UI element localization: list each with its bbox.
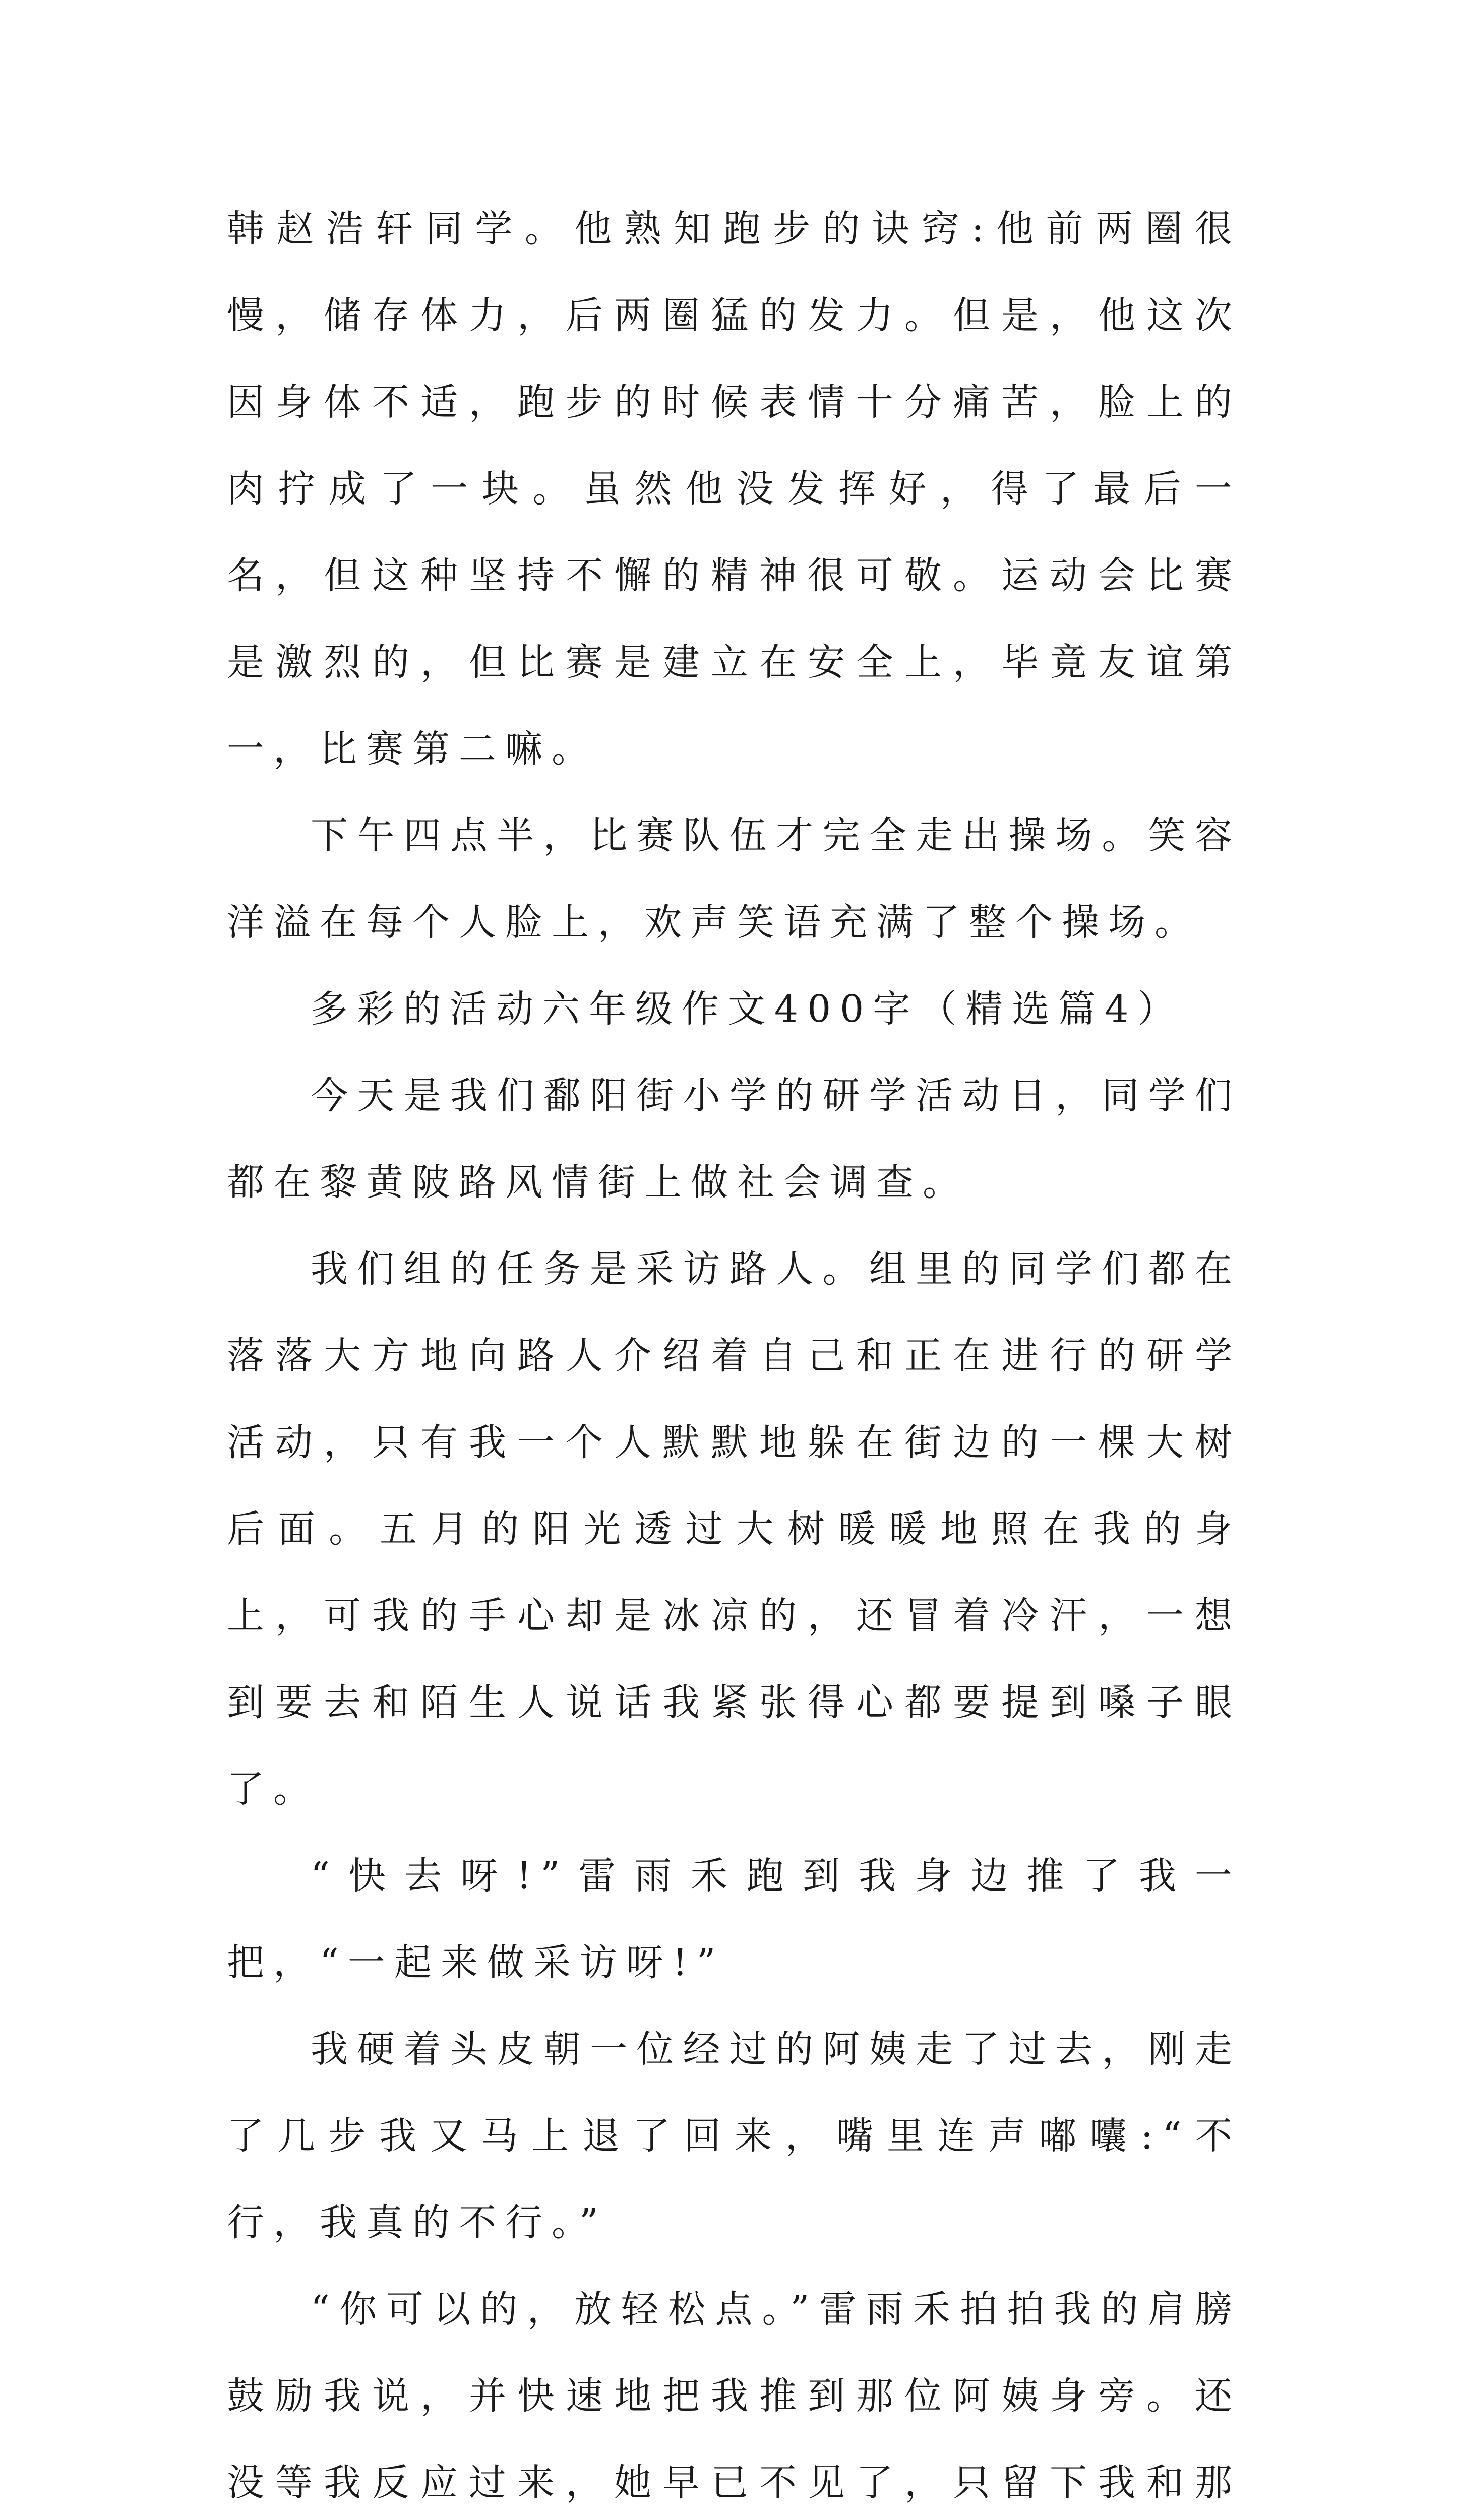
paragraph-6: 我硬着头皮朝一位经过的阿姨走了过去，刚走了几步我又马上退了回来，嘴里连声嘟囔:“不行，我真的不行。”: [227, 2028, 1241, 2244]
paragraph-4: 我们组的任务是采访路人。组里的同学们都在落落大方地向路人介绍着自己和正在进行的研学活动，只有我一个人默默地躲在街边的一棵大树后面。五月的阳光透过大树暖暖地照在我的身上，可我的手心却是冰凉的，还冒着冷汗，一想到要去和陌生人说话我紧张得心都要提到嗓子眼了。: [227, 1247, 1241, 1811]
paragraph-1: 韩赵浩轩同学。他熟知跑步的诀窍:他前两圈很慢，储存体力，后两圈猛的发力。但是，他这次因身体不适，跑步的时候表情十分痛苦，脸上的肉拧成了一块。虽然他没发挥好，得了最后一名，但这种坚持不懈的精神很可敬。运动会比赛是激烈的，但比赛是建立在安全上，毕竟友谊第一，比赛第二嘛。: [227, 207, 1241, 771]
section-heading: 多彩的活动六年级作文400字（精选篇4）: [311, 987, 1184, 1031]
paragraph-7: “你可以的，放轻松点。”雷雨禾拍拍我的肩膀鼓励我说，并快速地把我推到那位阿姨身旁。还没等我反应过来，她早已不见了，只留下我和那: [227, 2288, 1241, 2504]
body-text: [227, 185, 1241, 2520]
paragraph-2: 下午四点半，比赛队伍才完全走出操场。笑容洋溢在每个人脸上，欢声笑语充满了整个操场。: [227, 814, 1241, 944]
paragraph-5: “快去呀!”雷雨禾跑到我身边推了我一把，“一起来做采访呀!”: [227, 1854, 1241, 1984]
paragraph-3: 今天是我们鄱阳街小学的研学活动日，同学们都在黎黄陂路风情街上做社会调查。: [227, 1074, 1241, 1204]
